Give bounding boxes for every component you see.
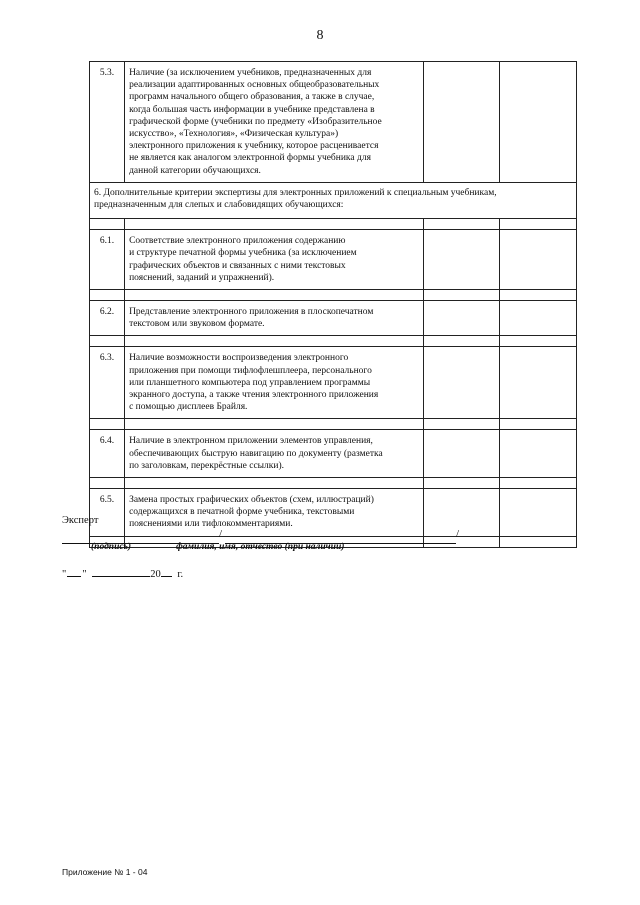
row-text (125, 230, 424, 290)
date-line (62, 567, 183, 580)
text-line: Наличие в электронном приложении элементов управления, (129, 436, 373, 447)
text-line: 6. Дополнительные критерии экспертизы для электронных приложений к специальным учебникам, (94, 187, 497, 198)
assessment-cell[interactable] (423, 230, 499, 290)
text-line: электронного приложения к учебнику, которое расценивается (129, 141, 379, 152)
day-blank[interactable] (67, 567, 81, 577)
text-line: данной категории обучающихся. (129, 165, 261, 176)
text-line: приложения при помощи тифлофлешплеера, персонального (129, 365, 372, 376)
table-row (90, 489, 577, 537)
year-suffix: г. (177, 569, 184, 580)
text-line: программ начального общего образования, а также в случае, (129, 92, 375, 103)
table-spacer-row (90, 419, 577, 430)
comment-cell[interactable] (499, 489, 576, 537)
separator-slash: / (219, 528, 223, 540)
section-6-heading (90, 182, 577, 218)
comment-cell[interactable] (499, 430, 576, 478)
assessment-cell[interactable] (423, 62, 499, 183)
assessment-cell[interactable] (423, 301, 499, 336)
text-line: Наличие возможности воспроизведения электронного (129, 353, 349, 364)
year-blank[interactable] (161, 567, 172, 577)
text-line: когда большая часть информации в учебнике представлена в (129, 104, 375, 115)
text-line: графической форме (учебники по предмету «Изобразительное (129, 116, 382, 127)
row-text (125, 489, 424, 537)
row-number: 6.4. (90, 430, 125, 478)
signature-caption: (подпись) (91, 542, 132, 552)
separator-slash: / (456, 528, 460, 540)
text-line: пояснениями или тифлокомментариями. (129, 519, 293, 530)
text-line: или планшетного компьютера под управлением программы (129, 377, 371, 388)
row-number: 5.3. (90, 62, 125, 183)
year-prefix: 20 (150, 569, 161, 580)
footer-appendix-label: Приложение № 1 - 04 (62, 867, 148, 877)
row-text (125, 62, 424, 183)
table-row (90, 430, 577, 478)
text-line: Замена простых графических объектов (схем, иллюстраций) (129, 495, 374, 506)
comment-cell[interactable] (499, 62, 576, 183)
text-line: с помощью дисплеев Брайля. (129, 402, 248, 413)
table-row (90, 301, 577, 336)
text-line: экранного доступа, а также чтения электронного приложения (129, 390, 379, 401)
text-line: не является как аналогом электронной формы учебника для (129, 153, 371, 164)
row-text (125, 301, 424, 336)
text-line: искусство», «Технология», «Физическая культура») (129, 129, 339, 140)
section-header-row (90, 182, 577, 218)
table-spacer-row (90, 336, 577, 347)
row-text (125, 430, 424, 478)
assessment-cell[interactable] (423, 347, 499, 419)
assessment-cell[interactable] (423, 430, 499, 478)
text-line: текстовом или звуковом формате. (129, 319, 265, 330)
date-quote-close: " (82, 569, 87, 580)
row-number: 6.2. (90, 301, 125, 336)
page-number: 8 (316, 28, 324, 43)
month-blank[interactable] (92, 567, 150, 577)
assessment-cell[interactable] (423, 489, 499, 537)
text-line: Представление электронного приложения в плоскопечатном (129, 307, 374, 318)
table-spacer-row (90, 219, 577, 230)
text-line: обеспечивающих быструю навигацию по документу (разметка (129, 448, 383, 459)
text-line: графических объектов и связанных с ними текстовых (129, 260, 346, 271)
text-line: предназначенным для слепых и слабовидящих обучающихся: (94, 200, 344, 211)
table-spacer-row (90, 478, 577, 489)
text-line: содержащихся в печатной форме учебника, текстовыми (129, 507, 355, 518)
text-line: по заголовкам, перекрёстные ссылки). (129, 460, 285, 471)
table-row (90, 62, 577, 183)
table-spacer-row (90, 290, 577, 301)
table-row (90, 230, 577, 290)
criteria-table (89, 61, 577, 548)
table-row (90, 347, 577, 419)
text-line: пояснений, заданий и упражнений). (129, 272, 275, 283)
text-line: Наличие (за исключением учебников, предназначенных для (129, 68, 372, 78)
row-number: 6.1. (90, 230, 125, 290)
full-name-caption: фамилия, имя, отчество (при наличии) (176, 542, 345, 552)
row-number: 6.5. (90, 489, 125, 537)
comment-cell[interactable] (499, 230, 576, 290)
comment-cell[interactable] (499, 301, 576, 336)
date-quote-open: " (62, 569, 67, 580)
text-line: Соответствие электронного приложения содержанию (129, 236, 346, 247)
text-line: реализации адаптированных основных общеобразовательных (129, 80, 380, 91)
text-line: и структуре печатной формы учебника (за исключением (129, 248, 357, 259)
expert-label: Эксперт (62, 515, 99, 526)
row-number: 6.3. (90, 347, 125, 419)
row-text (125, 347, 424, 419)
comment-cell[interactable] (499, 347, 576, 419)
